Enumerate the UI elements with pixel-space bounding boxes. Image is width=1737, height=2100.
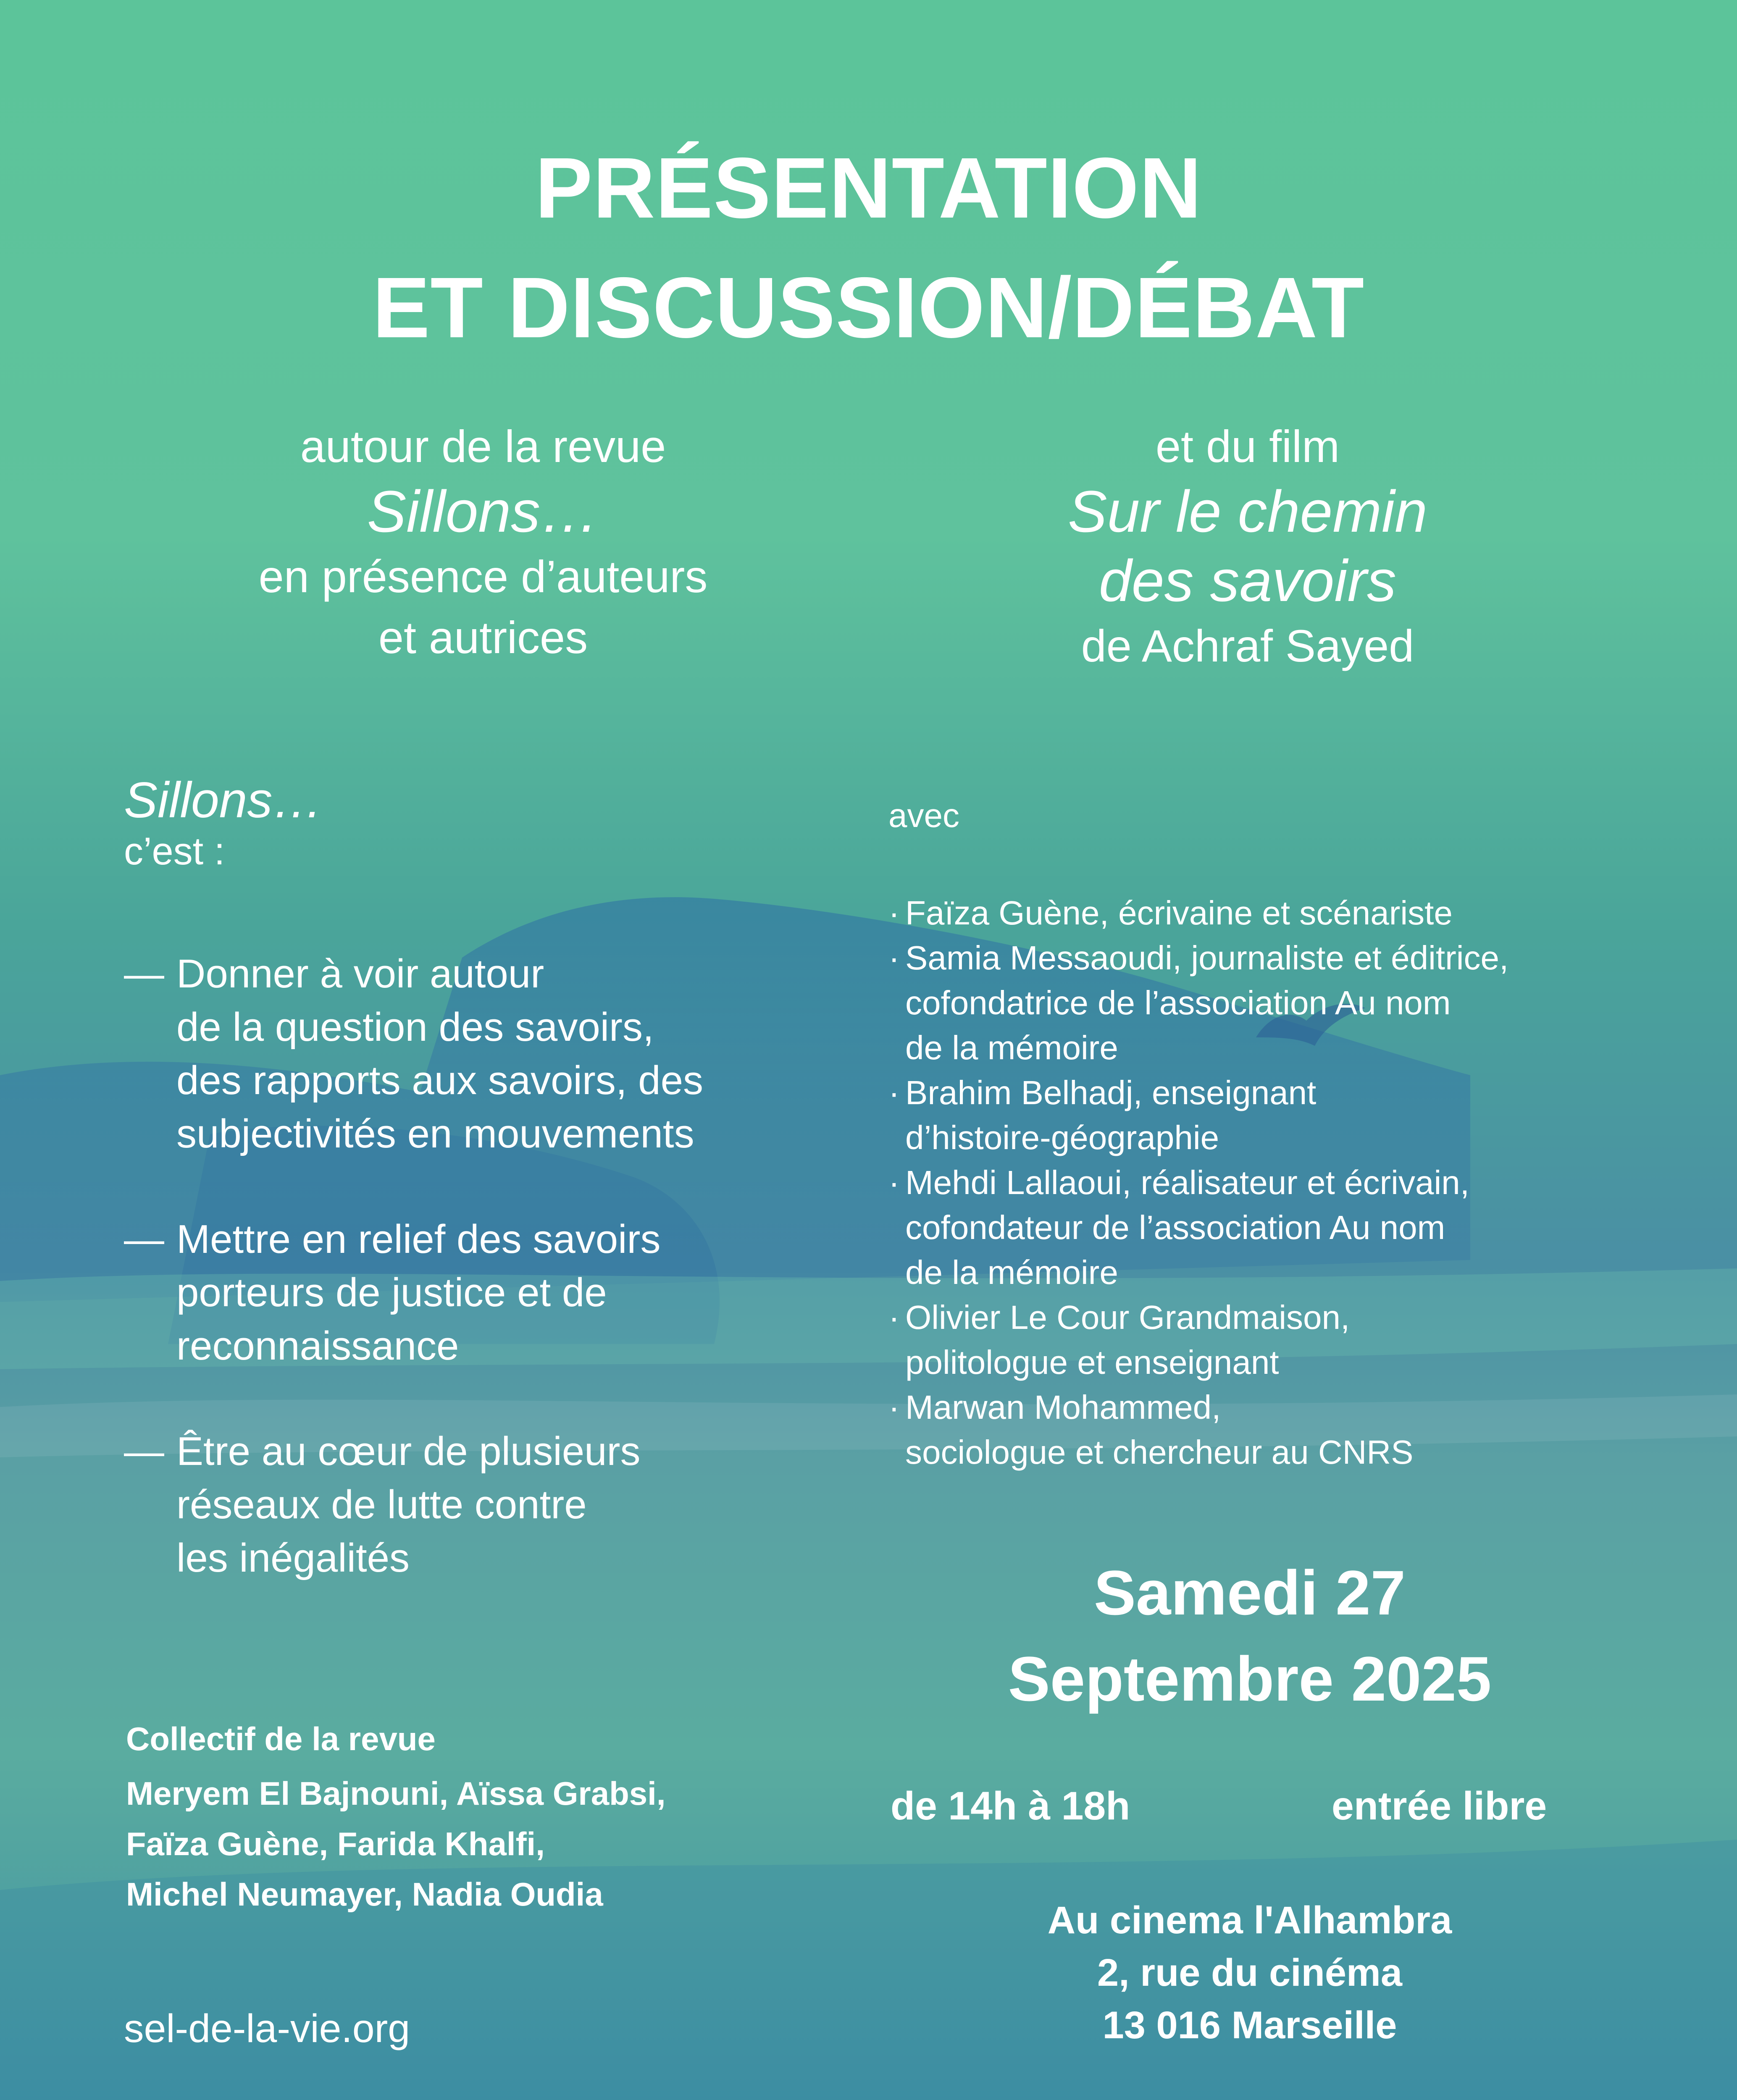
authors-presence-line-2: et autrices xyxy=(378,612,588,663)
guest-line: de la mémoire xyxy=(905,1029,1118,1066)
bullet: · xyxy=(888,1389,900,1426)
collective-heading: Collectif de la revue xyxy=(126,1720,436,1757)
bullet: · xyxy=(888,1074,900,1111)
film-director: de Achraf Sayed xyxy=(1081,620,1414,671)
guest-line: cofondateur de l’association Au nom xyxy=(905,1209,1445,1246)
event-date-line-1: Samedi 27 xyxy=(1093,1557,1406,1628)
event-date-line-2: Septembre 2025 xyxy=(1008,1643,1492,1714)
authors-presence-line: en présence d’auteurs xyxy=(258,551,708,602)
guest-intro: avec xyxy=(888,797,959,834)
title-line-1: PRÉSENTATION xyxy=(535,140,1202,236)
guest-item xyxy=(888,1385,1687,1475)
bullet: · xyxy=(888,894,900,932)
point-line: de la question des savoirs, xyxy=(176,1005,654,1050)
film-title-line-1: Sur le chemin xyxy=(1068,478,1427,544)
collective-members-line: Meryem El Bajnouni, Aïssa Grabsi, xyxy=(126,1775,666,1812)
guest-line: Faïza Guène, écrivaine et scénariste xyxy=(905,894,1453,932)
website-link[interactable]: sel-de-la-vie.org xyxy=(124,2006,410,2051)
dash: — xyxy=(124,1429,164,1474)
venue-name: Au cinema l'Alhambra xyxy=(1047,1899,1452,1942)
dash: — xyxy=(124,1217,164,1262)
guest-list xyxy=(888,793,1687,1475)
sillons-point xyxy=(124,1425,838,1585)
guest-line: Marwan Mohammed, xyxy=(905,1389,1221,1426)
point-line: porteurs de justice et de xyxy=(176,1270,607,1315)
point-line: réseaux de lutte contre xyxy=(176,1482,587,1527)
film-intro xyxy=(891,416,1605,676)
guest-item xyxy=(888,890,1687,935)
guest-item xyxy=(888,935,1687,1070)
guest-line: Samia Messaoudi, journaliste et éditrice, xyxy=(905,939,1509,976)
guest-line: Brahim Belhadj, enseignant xyxy=(905,1074,1317,1111)
guest-line: d’histoire-géographie xyxy=(905,1119,1219,1156)
review-intro-line: autour de la revue xyxy=(300,421,666,472)
sillons-point xyxy=(124,947,838,1160)
event-entry: entrée libre xyxy=(1332,1784,1547,1828)
bullet: · xyxy=(888,1299,900,1336)
film-intro-line: et du film xyxy=(1155,421,1340,472)
guest-item xyxy=(888,1070,1687,1160)
sillons-name: Sillons… xyxy=(124,772,323,828)
sillons-cest: c’est : xyxy=(124,830,225,873)
point-line: Mettre en relief des savoirs xyxy=(176,1217,661,1262)
point-line: Être au cœur de plusieurs xyxy=(176,1429,641,1474)
review-collective xyxy=(126,1714,666,1919)
point-line: subjectivités en mouvements xyxy=(176,1111,694,1156)
venue-street: 2, rue du cinéma xyxy=(1097,1951,1403,1994)
guest-item xyxy=(888,1160,1687,1295)
guest-item xyxy=(888,1295,1687,1385)
point-line: Donner à voir autour xyxy=(176,951,544,996)
guest-line: politologue et enseignant xyxy=(905,1344,1279,1381)
collective-members-line: Faïza Guène, Farida Khalfi, xyxy=(126,1825,545,1862)
point-line: les inégalités xyxy=(176,1536,410,1580)
venue-city: 13 016 Marseille xyxy=(1102,2004,1397,2047)
guest-line: sociologue et chercheur au CNRS xyxy=(905,1433,1414,1471)
review-intro xyxy=(126,416,840,668)
bullet: · xyxy=(888,1164,900,1201)
sillons-description xyxy=(124,773,838,1585)
bullet: · xyxy=(888,939,900,976)
point-line: reconnaissance xyxy=(176,1323,459,1368)
dash: — xyxy=(124,951,164,996)
point-line: des rapports aux savoirs, des xyxy=(176,1058,703,1103)
sillons-point xyxy=(124,1213,838,1373)
guest-line: de la mémoire xyxy=(905,1254,1118,1291)
collective-members-line: Michel Neumayer, Nadia Oudia xyxy=(126,1876,603,1913)
guest-line: Olivier Le Cour Grandmaison, xyxy=(905,1299,1350,1336)
event-hours: de 14h à 18h xyxy=(891,1784,1130,1828)
venue-address xyxy=(819,1894,1680,2052)
film-title-line-2: des savoirs xyxy=(1098,548,1397,614)
guest-line: cofondatrice de l’association Au nom xyxy=(905,984,1451,1021)
review-name: Sillons… xyxy=(367,478,599,544)
title-line-2: ET DISCUSSION/DÉBAT xyxy=(372,260,1365,356)
guest-line: Mehdi Lallaoui, réalisateur et écrivain, xyxy=(905,1164,1469,1201)
